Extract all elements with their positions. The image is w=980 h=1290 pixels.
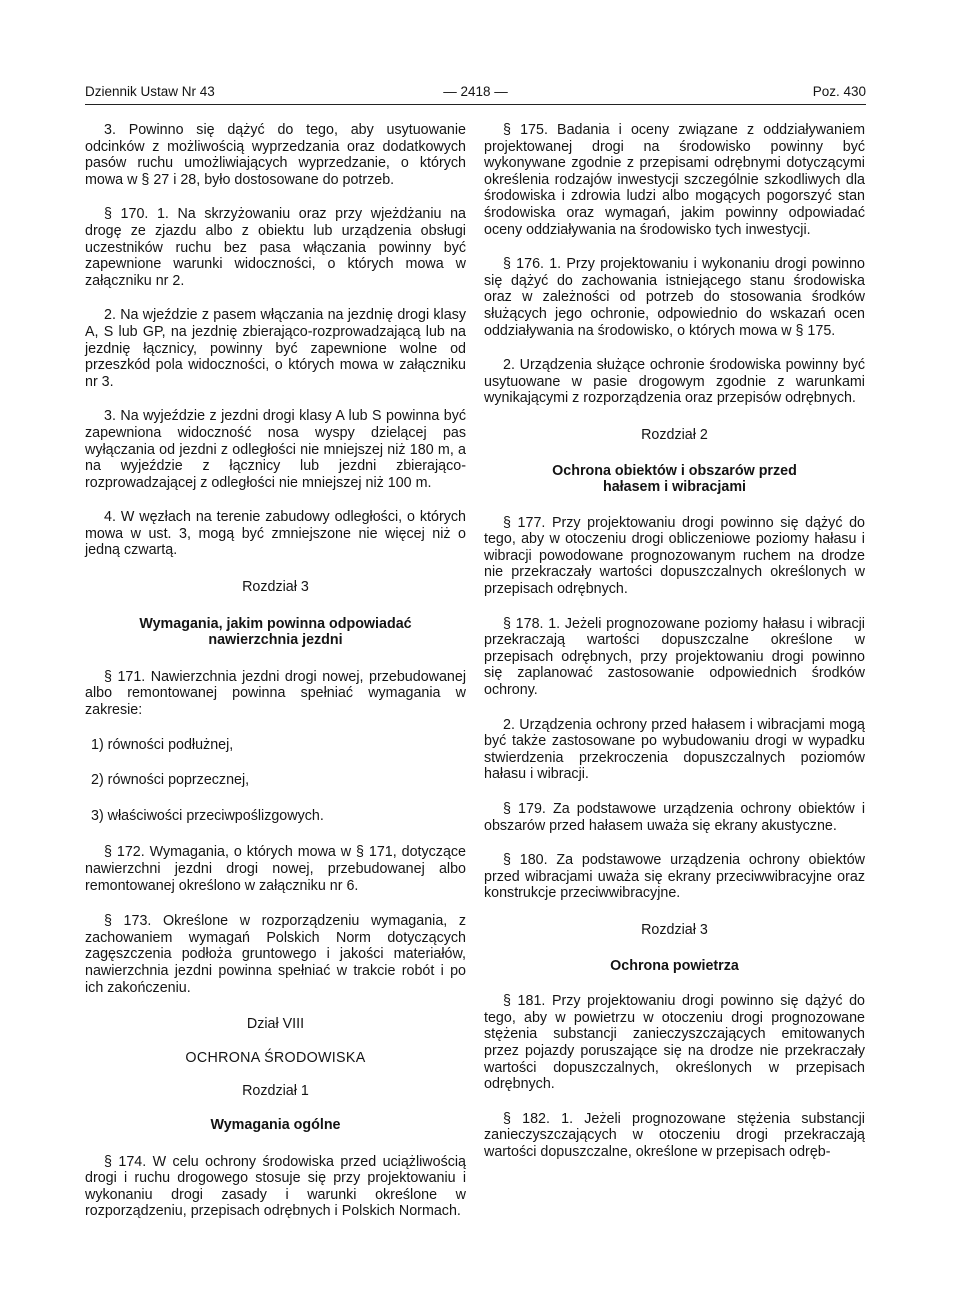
chapter-label: Rozdział 3 [641,921,708,938]
paragraph: § 177. Przy projektowaniu drogi powinno się dążyć do tego, aby w otoczeniu drogi obliczeniowe poziomy hałasu i wibracji powodowane prognozowanym ruchem na drodze nie przekraczały wartości dopuszczalnych określonych w przepisach odrębnych. [484,514,865,598]
list-item: 1) równości podłużnej, [91,736,234,753]
paragraph: 2. Urządzenia służące ochronie środowiska powinny być usytuowane w pasie drogowym zgodnie z warunkami wynikającymi z rozporządzenia oraz przepisów odrębnych. [484,357,865,407]
paragraph: § 173. Określone w rozporządzeniu wymagania, z zachowaniem wymagań Polskich Norm dotyczących zagęszczenia podłoża gruntowego i jakości materiałów, nawierzchnia jezdni powinna spełniać w trakcie robót i po ich zakończeniu. [85,913,466,996]
paragraph: 3. Powinno się dążyć do tego, aby usytuowanie odcinków z możliwością wyprzedzania oraz dodatkowych pasów ruchu umożliwiających wyprzedzanie, o których mowa w § 27 i 28, było dostosowane do potrzeb. [85,122,466,188]
paragraph: § 172. Wymagania, o których mowa w § 171, dotyczące nawierzchni jezdni drogi nowej, przebudowanej albo remontowanej określono w załączniku nr 6. [85,844,466,894]
division-label: Dział VIII [246,1016,305,1033]
chapter-title: Wymagania, jakim powinna odpowiadać nawierzchnia jezdni [139,615,412,649]
paragraph: § 182. 1. Jeżeli prognozowane stężenia substancji zanieczyszczających w otoczeniu drogi przekraczają wartości dopuszczalne, określone w przepisach odręb- [484,1110,865,1160]
paragraph: § 170. 1. Na skrzyżowaniu oraz przy wjeżdżaniu na drogę ze zjazdu albo z obiektu lub urządzenia obsługi uczestników ruchu bez pasa włączania powinny być zapewnione warunki widoczności, o których mowa w załączniku nr 2. [85,206,466,289]
paragraph: § 176. 1. Przy projektowaniu i wykonaniu drogi powinno się dążyć do zachowania istniejącego stanu środowiska oraz w zależności od potrzeb do stosowania środków służących jego ochronie, odpowiednio do wskazań ocen oddziaływania na środowisko, o których mowa w § 175. [484,256,865,339]
division-title: OCHRONA ŚRODOWISKA [185,1049,366,1066]
paragraph: § 180. Za podstawowe urządzenia ochrony obiektów przed wibracjami uważa się ekrany przeciwwibracyjne oraz konstrukcje przeciwwibracyjne. [484,852,865,902]
paragraph: § 174. W celu ochrony środowiska przed uciążliwością drogi i ruchu drogowego stosuje się przy projektowaniu i wykonaniu drogi zasady i warunki określone w rozporządzeniu, przepisach odrębnych i Polskich Normach. [85,1153,466,1220]
chapter-title: Ochrona powietrza [610,957,739,974]
chapter-label: Rozdział 1 [242,1083,309,1100]
chapter-title: Wymagania ogólne [210,1116,341,1133]
paragraph: § 178. 1. Jeżeli prognozowane poziomy hałasu i wibracji przekraczają wartości dopuszczalne określone w przepisach odrębnych, przy projektowaniu drogi powinno się zaplanować zastosowanie odpowiednich środków ochrony. [484,615,865,699]
chapter-title: Ochrona obiektów i obszarów przed hałasem i wibracjami [552,462,797,496]
paragraph: 2. Na wjeździe z pasem włączania na jezdnię drogi klasy A, S lub GP, na jezdnię zbierająco-rozprowadzającą lub na jezdnię łącznicy, powinny być zapewnione wolne od przeszkód pola widoczności, o których mowa w załączniku nr 3. [85,307,466,390]
paragraph: § 179. Za podstawowe urządzenia ochrony obiektów i obszarów przed hałasem uważa się ekrany akustyczne. [484,801,865,834]
paragraph: 3. Na wyjeździe z jezdni drogi klasy A lub S powinna być zapewniona widoczność nosa wyspy dzielącej pas wyłączania od jezdni z odległości nie mniejszej niż 180 m, a na wyjeździe z łącznicy lub jezdni zbierająco-rozprowadzającej z odległości nie mniejszej niż 100 m. [85,408,466,491]
chapter-label: Rozdział 3 [242,579,309,596]
chapter-label: Rozdział 2 [641,426,708,443]
left-column [85,122,466,1237]
paragraph: § 181. Przy projektowaniu drogi powinno się dążyć do tego, aby w powietrzu w otoczeniu drogi prognozowane stężenia substancji zanieczyszczających emitowanych przez pojazdy poruszające się na drodze nie przekraczały wartości dopuszczalnych, określonych w przepisach odrębnych. [484,993,865,1093]
right-column [484,122,865,1178]
header-rule [85,104,866,105]
list-item: 3) właściwości przeciwpoślizgowych. [91,807,324,824]
paragraph: § 171. Nawierzchnia jezdni drogi nowej, przebudowanej albo remontowanej powinna spełniać wymagania w zakresie: [85,668,466,719]
paragraph: 2. Urządzenia ochrony przed hałasem i wibracjami mogą być także zastosowane po wybudowaniu drogi w wypadku stwierdzenia przekroczenia dopuszczalnych poziomów hałasu i wibracji. [484,716,865,783]
paragraph: 4. W węzłach na terenie zabudowy odległości, o których mowa w ust. 3, mogą być zmniejszone nie więcej niż o jedną czwartą. [85,509,466,559]
position-number: Poz. 430 [812,84,866,99]
list-item: 2) równości poprzecznej, [91,772,250,789]
page-number: — 2418 — [443,84,508,99]
page-header [85,84,866,106]
journal-title: Dziennik Ustaw Nr 43 [85,84,215,99]
paragraph: § 175. Badania i oceny związane z oddziaływaniem projektowanej drogi na środowisko powinny być wykonywane zgodnie z przepisami odrębnymi dotyczącymi określenia rodzajów inwestycji szczególnie szkodliwych dla środowiska i zdrowia ludzi albo mogących pogorszyć stan środowiska oraz wymagań, jakim powinny odpowiadać oceny oddziaływania na środowisko tych inwestycji. [484,122,865,238]
